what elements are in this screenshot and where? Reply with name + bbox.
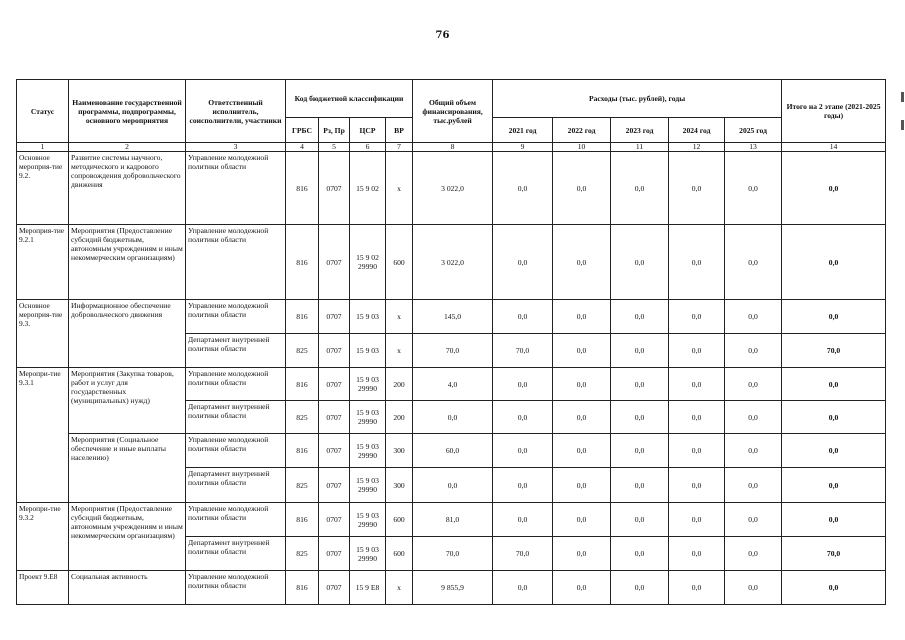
stage-total-cell: 70,0 [782,537,886,571]
value-2022-cell: 0,0 [553,401,611,434]
table-row [17,225,886,300]
total-cell: 145,0 [413,300,493,334]
total-cell: 70,0 [413,537,493,571]
col-number: 12 [669,143,725,152]
col-number: 13 [725,143,782,152]
rzpr-cell: 0707 [319,537,350,571]
vr-cell: 300 [386,434,413,468]
total-cell: 0,0 [413,401,493,434]
responsible-cell: Департамент внутренней политики области [186,401,286,434]
col-number: 5 [319,143,350,152]
value-2021-cell: 0,0 [493,434,553,468]
value-2025-cell: 0,0 [725,401,782,434]
value-2023-cell: 0,0 [611,537,669,571]
value-2024-cell: 0,0 [669,300,725,334]
stage-total-cell: 0,0 [782,468,886,503]
total-cell: 81,0 [413,503,493,537]
stage-total-cell: 0,0 [782,434,886,468]
vr-cell: 600 [386,537,413,571]
responsible-cell: Управление молодежной политики области [186,571,286,605]
responsible-cell: Управление молодежной политики области [186,368,286,401]
value-2024-cell: 0,0 [669,334,725,368]
name-cell: Развитие системы научного, методического и кадрового сопровождения добровольческого движения [69,152,186,225]
value-2022-cell: 0,0 [553,225,611,300]
value-2021-cell: 0,0 [493,401,553,434]
value-2024-cell: 0,0 [669,368,725,401]
value-2022-cell: 0,0 [553,571,611,605]
value-2021-cell: 0,0 [493,225,553,300]
value-2024-cell: 0,0 [669,434,725,468]
grbs-cell: 816 [286,368,319,401]
header-stage-total: Итого на 2 этапе (2021-2025 годы) [782,80,886,143]
responsible-cell: Департамент внутренней политики области [186,468,286,503]
rzpr-cell: 0707 [319,225,350,300]
name-cell: Мероприятия (Предоставление субсидий бюджетным, автономным учреждениям и иным некоммерческим организациям) [69,503,186,571]
value-2021-cell: 70,0 [493,334,553,368]
name-cell: Мероприятия (Социальное обеспечение и иные выплаты населению) [69,434,186,503]
rzpr-cell: 0707 [319,334,350,368]
col-number: 9 [493,143,553,152]
value-2023-cell: 0,0 [611,401,669,434]
value-2021-cell: 0,0 [493,571,553,605]
col-number: 7 [386,143,413,152]
grbs-cell: 816 [286,434,319,468]
rzpr-cell: 0707 [319,300,350,334]
col-number: 4 [286,143,319,152]
col-number: 11 [611,143,669,152]
status-cell: Основное мероприя-тие 9.2. [17,152,69,225]
status-cell: Проект 9.Е8 [17,571,69,605]
name-cell: Информационное обеспечение добровольческого движения [69,300,186,368]
value-2022-cell: 0,0 [553,537,611,571]
stage-total-cell: 0,0 [782,503,886,537]
stage-total-cell: 0,0 [782,571,886,605]
col-number: 8 [413,143,493,152]
rzpr-cell: 0707 [319,368,350,401]
value-2023-cell: 0,0 [611,300,669,334]
stage-total-cell: 0,0 [782,152,886,225]
header-budget-code: Код бюджетной классификации [286,80,413,118]
col-number: 10 [553,143,611,152]
col-number: 6 [350,143,386,152]
value-2023-cell: 0,0 [611,225,669,300]
vr-cell: 200 [386,401,413,434]
total-cell: 60,0 [413,434,493,468]
value-2022-cell: 0,0 [553,368,611,401]
table-row [17,152,886,225]
responsible-cell: Управление молодежной политики области [186,503,286,537]
rzpr-cell: 0707 [319,503,350,537]
value-2021-cell: 0,0 [493,503,553,537]
vr-cell: 300 [386,468,413,503]
header-expenses: Расходы (тыс. рублей), годы [493,80,782,118]
name-cell: Мероприятия (Закупка товаров, работ и услуг для государственных (муниципальных) нужд) [69,368,186,434]
name-cell: Мероприятия (Предоставление субсидий бюджетным, автономным учреждениям и иным некоммерческим организациям) [69,225,186,300]
value-2025-cell: 0,0 [725,368,782,401]
value-2021-cell: 0,0 [493,300,553,334]
header-2023: 2023 год [611,118,669,143]
budget-table [16,79,886,605]
total-cell: 4,0 [413,368,493,401]
header-responsible: Ответственный исполнитель, соисполнители, участники [186,80,286,143]
table-row [17,434,886,468]
csr-cell: 15 9 03 [350,300,386,334]
header-2024: 2024 год [669,118,725,143]
vr-cell: х [386,300,413,334]
value-2023-cell: 0,0 [611,468,669,503]
stage-total-cell: 0,0 [782,368,886,401]
page-number: 76 [435,30,450,41]
value-2021-cell: 0,0 [493,368,553,401]
value-2024-cell: 0,0 [669,537,725,571]
csr-cell: 15 9 02 [350,152,386,225]
value-2024-cell: 0,0 [669,152,725,225]
value-2025-cell: 0,0 [725,434,782,468]
responsible-cell: Департамент внутренней политики области [186,334,286,368]
value-2023-cell: 0,0 [611,152,669,225]
header-name: Наименование государственной программы, подпрограммы, основного мероприятия [69,80,186,143]
value-2022-cell: 0,0 [553,300,611,334]
csr-cell: 15 9 03 29990 [350,503,386,537]
header-vr: ВР [386,118,413,143]
header-total: Общий объем финансирования, тыс.рублей [413,80,493,143]
value-2023-cell: 0,0 [611,334,669,368]
total-cell: 3 022,0 [413,225,493,300]
value-2025-cell: 0,0 [725,225,782,300]
value-2024-cell: 0,0 [669,503,725,537]
csr-cell: 15 9 03 [350,334,386,368]
grbs-cell: 825 [286,334,319,368]
total-cell: 3 022,0 [413,152,493,225]
header-2025: 2025 год [725,118,782,143]
value-2025-cell: 0,0 [725,334,782,368]
responsible-cell: Управление молодежной политики области [186,300,286,334]
stage-total-cell: 0,0 [782,225,886,300]
value-2024-cell: 0,0 [669,401,725,434]
total-cell: 0,0 [413,468,493,503]
value-2025-cell: 0,0 [725,300,782,334]
value-2022-cell: 0,0 [553,434,611,468]
value-2025-cell: 0,0 [725,537,782,571]
header-2022: 2022 год [553,118,611,143]
csr-cell: 15 9 03 29990 [350,368,386,401]
value-2025-cell: 0,0 [725,468,782,503]
vr-cell: 600 [386,225,413,300]
csr-cell: 15 9 Е8 [350,571,386,605]
grbs-cell: 816 [286,225,319,300]
scan-edge-mark [901,92,904,102]
vr-cell: х [386,334,413,368]
value-2022-cell: 0,0 [553,152,611,225]
vr-cell: 600 [386,503,413,537]
value-2023-cell: 0,0 [611,368,669,401]
csr-cell: 15 9 03 29990 [350,434,386,468]
value-2023-cell: 0,0 [611,571,669,605]
status-cell: Меропри-тие 9.3.1 [17,368,69,503]
scan-edge-mark [901,120,904,130]
value-2024-cell: 0,0 [669,468,725,503]
grbs-cell: 816 [286,152,319,225]
header-rzpr: Рз, Пр [319,118,350,143]
total-cell: 70,0 [413,334,493,368]
table-row [17,300,886,334]
rzpr-cell: 0707 [319,571,350,605]
stage-total-cell: 0,0 [782,401,886,434]
status-cell: Мероприя-тие 9.2.1 [17,225,69,300]
value-2022-cell: 0,0 [553,503,611,537]
table-row [17,368,886,401]
value-2025-cell: 0,0 [725,503,782,537]
vr-cell: х [386,152,413,225]
csr-cell: 15 9 03 29990 [350,537,386,571]
grbs-cell: 825 [286,537,319,571]
total-cell: 9 855,9 [413,571,493,605]
value-2022-cell: 0,0 [553,468,611,503]
rzpr-cell: 0707 [319,152,350,225]
col-number: 14 [782,143,886,152]
vr-cell: х [386,571,413,605]
csr-cell: 15 9 03 29990 [350,468,386,503]
header-grbs: ГРБС [286,118,319,143]
name-cell: Социальная активность [69,571,186,605]
column-number-row [17,143,886,152]
vr-cell: 200 [386,368,413,401]
grbs-cell: 816 [286,503,319,537]
value-2021-cell: 70,0 [493,537,553,571]
stage-total-cell: 0,0 [782,300,886,334]
col-number: 3 [186,143,286,152]
status-cell: Меропри-тие 9.3.2 [17,503,69,571]
value-2024-cell: 0,0 [669,225,725,300]
csr-cell: 15 9 02 29990 [350,225,386,300]
rzpr-cell: 0707 [319,468,350,503]
value-2025-cell: 0,0 [725,152,782,225]
value-2023-cell: 0,0 [611,434,669,468]
responsible-cell: Управление молодежной политики области [186,152,286,225]
responsible-cell: Управление молодежной политики области [186,434,286,468]
value-2021-cell: 0,0 [493,152,553,225]
grbs-cell: 825 [286,401,319,434]
col-number: 2 [69,143,186,152]
status-cell: Основное мероприя-тие 9.3. [17,300,69,368]
rzpr-cell: 0707 [319,401,350,434]
responsible-cell: Управление молодежной политики области [186,225,286,300]
csr-cell: 15 9 03 29990 [350,401,386,434]
responsible-cell: Департамент внутренней политики области [186,537,286,571]
header-2021: 2021 год [493,118,553,143]
rzpr-cell: 0707 [319,434,350,468]
value-2021-cell: 0,0 [493,468,553,503]
stage-total-cell: 70,0 [782,334,886,368]
header-csr: ЦСР [350,118,386,143]
table-row [17,571,886,605]
value-2022-cell: 0,0 [553,334,611,368]
value-2023-cell: 0,0 [611,503,669,537]
value-2024-cell: 0,0 [669,571,725,605]
header-status: Статус [17,80,69,143]
grbs-cell: 816 [286,300,319,334]
grbs-cell: 825 [286,468,319,503]
table-row [17,503,886,537]
col-number: 1 [17,143,69,152]
value-2025-cell: 0,0 [725,571,782,605]
grbs-cell: 816 [286,571,319,605]
